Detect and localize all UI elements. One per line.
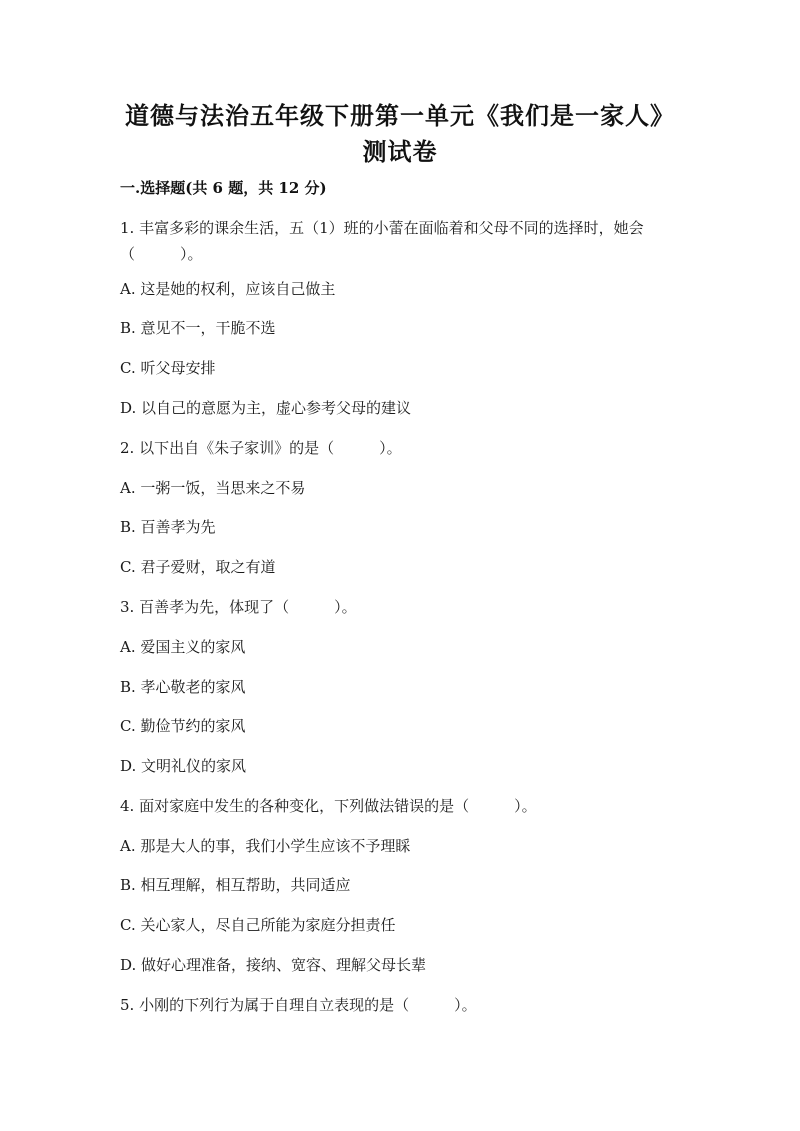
- question-stem-line: 1. 丰富多彩的课余生活，五（1）班的小蕾在面临着和父母不同的选择时，她会: [120, 219, 644, 237]
- page-title: 道德与法治五年级下册第一单元《我们是一家人》: [125, 101, 675, 130]
- answer-option[interactable]: C. 勤俭节约的家风: [120, 717, 246, 735]
- question-stem: [120, 215, 690, 267]
- answer-option[interactable]: B. 百善孝为先: [120, 518, 216, 536]
- answer-option[interactable]: B. 孝心敬老的家风: [120, 678, 246, 696]
- question-stem: 3. 百善孝为先，体现了（ ）。: [120, 598, 357, 616]
- answer-option[interactable]: B. 相互理解，相互帮助，共同适应: [120, 876, 351, 894]
- answer-option[interactable]: C. 关心家人，尽自己所能为家庭分担责任: [120, 916, 396, 934]
- question-stem-line: （ ）。: [120, 245, 203, 263]
- answer-option[interactable]: D. 做好心理准备，接纳、宽容、理解父母长辈: [120, 956, 427, 974]
- question-stem: 2. 以下出自《朱子家训》的是（ ）。: [120, 439, 402, 457]
- answer-option[interactable]: C. 听父母安排: [120, 359, 216, 377]
- answer-option[interactable]: C. 君子爱财，取之有道: [120, 558, 276, 576]
- answer-option[interactable]: A. 这是她的权利，应该自己做主: [120, 280, 336, 298]
- answer-option[interactable]: A. 爱国主义的家风: [120, 638, 246, 656]
- answer-option[interactable]: D. 以自己的意愿为主，虚心参考父母的建议: [120, 399, 412, 417]
- answer-option[interactable]: A. 一粥一饭，当思来之不易: [120, 479, 306, 497]
- answer-option[interactable]: D. 文明礼仪的家风: [120, 757, 247, 775]
- answer-option[interactable]: B. 意见不一，干脆不选: [120, 319, 276, 337]
- answer-option[interactable]: A. 那是大人的事，我们小学生应该不予理睬: [120, 837, 411, 855]
- section-heading: 一.选择题(共 6 题，共 12 分): [120, 179, 327, 197]
- question-stem: 4. 面对家庭中发生的各种变化，下列做法错误的是（ ）。: [120, 797, 537, 815]
- question-stem: 5. 小刚的下列行为属于自理自立表现的是（ ）。: [120, 996, 477, 1014]
- page-subtitle: 测试卷: [362, 137, 438, 166]
